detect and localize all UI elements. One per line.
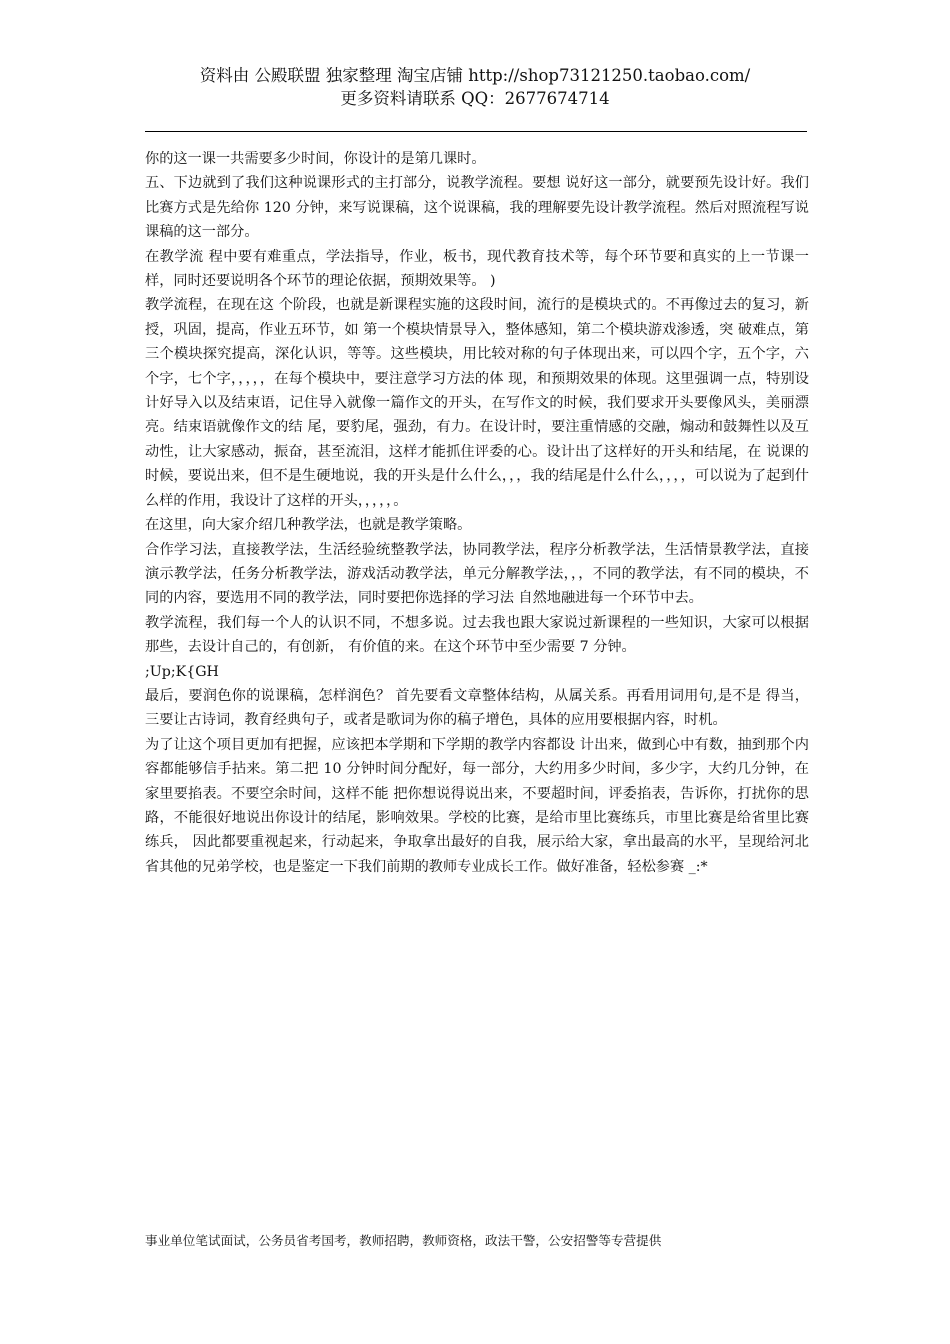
document-body [145,147,809,879]
header-source-line: 资料由 公殿联盟 独家整理 淘宝店铺 http://shop73121250.taobao.com/ [199,66,751,85]
paragraph: 教学流程，我们每一个人的认识不同，不想多说。过去我也跟大家说过新课程的一些知识，大家可以根据那些，去设计自己的，有创新， 有价值的来。在这个环节中至少需要 7 分钟。 [145,614,809,656]
paragraph: 你的这一课一共需要多少时间，你设计的是第几课时。 [145,151,486,167]
paragraph: 为了让这个项目更加有把握，应该把本学期和下学期的教学内容都设 计出来，做到心中有数，抽到那个内容都能够信手拈来。第二把 10 分钟时间分配好，每一部分，大约用多少时间，多少字，大约几分钟，在家里要掐表。不要空余时间，这样不能 把你想说得说出来，不要超时间，评委掐表，告诉你，打扰你的思路，不能很好地说出你设计的结尾，影响效果。学校的比赛，是给市里比赛练兵，市里比赛是给省里比赛练兵， 因此都要重视起来，行动起来，争取拿出最好的自我，展示给大家，拿出最高的水平，呈现给河北省其他的兄弟学校，也是鉴定一下我们前期的教师专业成长工作。做好准备，轻松参赛 _:* [145,736,809,875]
paragraph: 在这里，向大家介绍几种教学法，也就是教学策略。 [145,517,472,534]
paragraph: 教学流程，在现在这 个阶段，也就是新课程实施的这段时间，流行的是模块式的。不再像过去的复习，新授，巩固，提高，作业五环节，如 第一个模块情景导入，整体感知，第二个模块游戏渗透，突 破难点，第三个模块探究提高，深化认识，等等。这些模块，用比较对称的句子体现出来，可以四个字，五个字，六个字，七个字，，，，，在每个模块中，要注意学习方法的体 现，和预期效果的体现。这里强调一点，特别设计好导入以及结束语，记住导入就像一篇作文的开头，在写作文的时候，我们要求开头要像风头，美丽漂亮。结束语就像作文的结 尾，要豹尾，强劲，有力。在设计时，要注重情感的交融，煽动和鼓舞性以及互动性，让大家感动，振奋，甚至流泪，这样才能抓住评委的心。设计出了这样好的开头和结尾，在 说课的时候，要说出来，但不是生硬地说，我的开头是什么什么，，，我的结尾是什么什么，，，，可以说为了起到什么样的作用，我设计了这样的开头，，，，，。 [145,297,809,509]
header-divider [145,131,807,132]
paragraph: 五、下边就到了我们这种说课形式的主打部分，说教学流程。要想 说好这一部分，就要预先设计好。我们比赛方式是先给你 120 分钟，来写说课稿，这个说课稿，我的理解要先设计教学流程。然后对照流程写说课稿的这一部分。 [145,175,809,241]
paragraph: ;Up;K{GH [145,663,219,680]
paragraph: 最后，要润色你的说课稿，怎样润色？ 首先要看文章整体结构，从属关系。再看用词用句,是不是 得当，三要让古诗词，教育经典句子，或者是歌词为你的稿子增色，具体的应用要根据内容，时机。 [145,687,809,729]
page-header [0,64,950,110]
header-contact-line: 更多资料请联系 QQ：2677674714 [340,89,610,108]
paragraph: 在教学流 程中要有难重点，学法指导，作业，板书，现代教育技术等，每个环节要和真实的上一节课一样，同时还要说明各个环节的理论依据，预期效果等。 ) [145,248,809,290]
page-footer: 事业单位笔试面试，公务员省考国考，教师招聘，教师资格，政法干警，公安招警等专营提供 [145,1233,662,1248]
paragraph: 合作学习法，直接教学法，生活经验统整教学法，协同教学法，程序分析教学法，生活情景教学法，直接演示教学法，任务分析教学法，游戏活动教学法，单元分解教学法，，，不同的教学法，有不同的模块，不同的内容，要选用不同的教学法，同时要把你选择的学习法 自然地融进每一个环节中去。 [145,541,809,607]
